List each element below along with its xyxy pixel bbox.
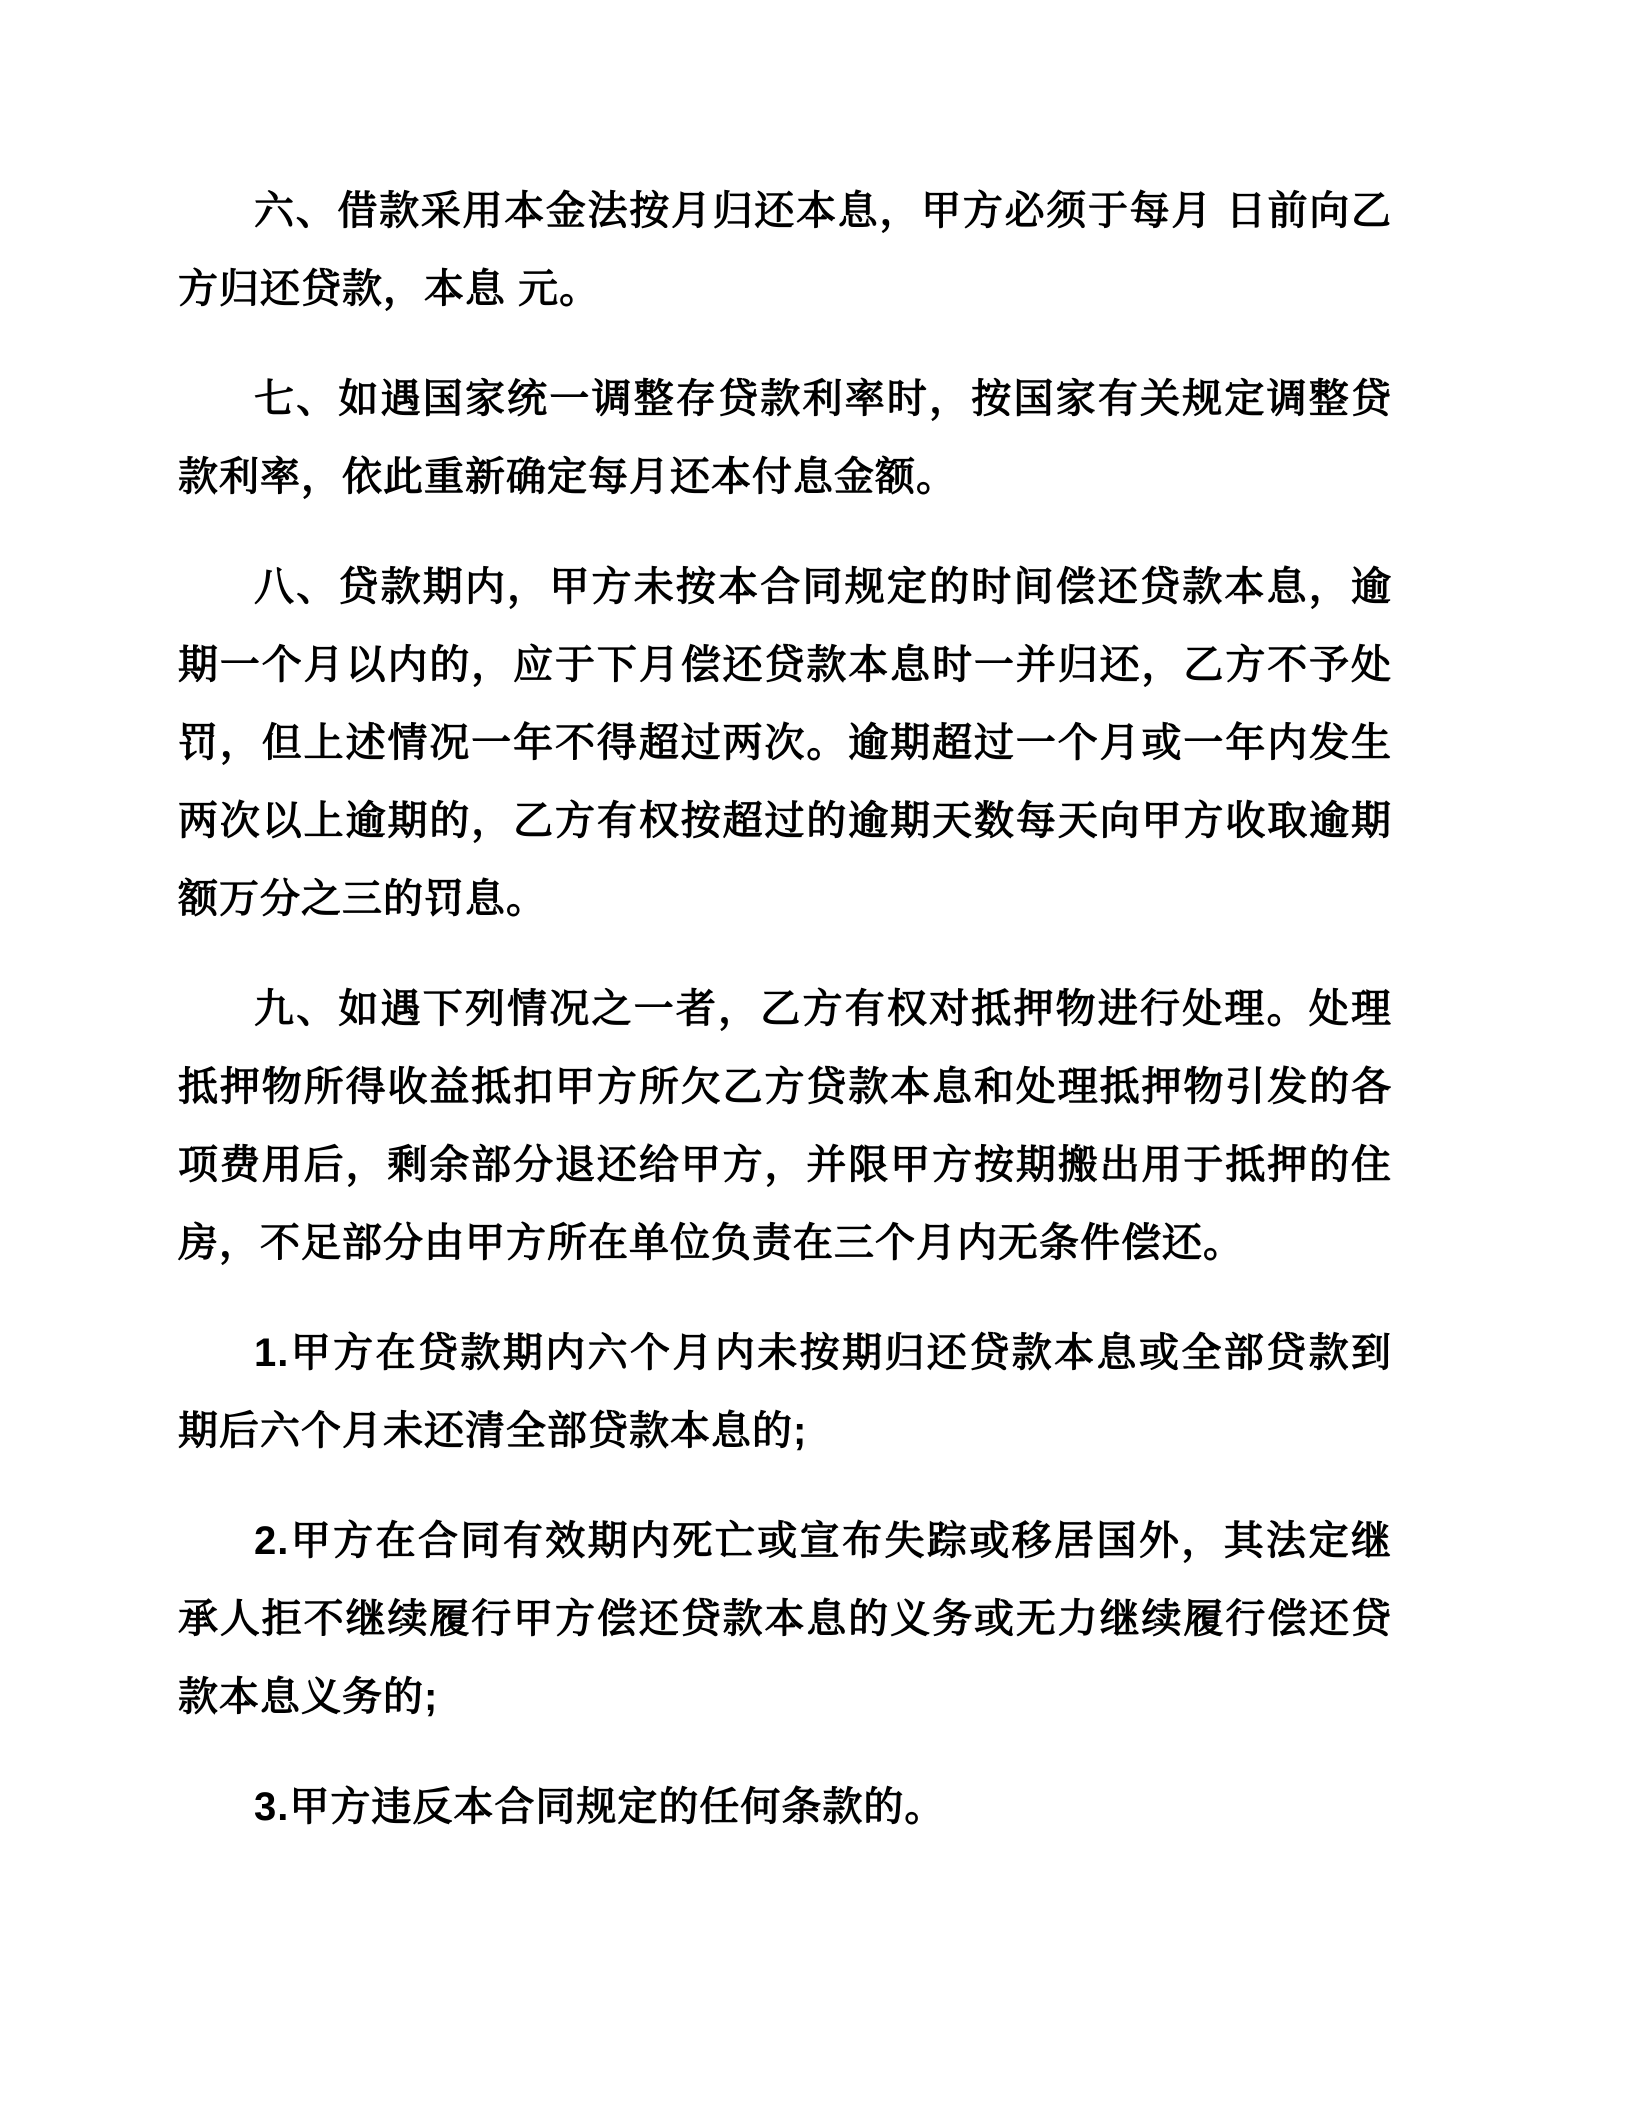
clause-6-paragraph: 六、借款采用本金法按月归还本息，甲方必须于每月 日前向乙方归还贷款，本息 元。 [178,189,1392,311]
condition-item-3: 3.甲方违反本合同规定的任何条款的。 [254,1785,946,1829]
clause-9-paragraph: 九、如遇下列情况之一者，乙方有权对抵押物进行处理。处理抵押物所得收益抵扣甲方所欠乙方贷款本息和处理抵押物引发的各项费用后，剩余部分退还给甲方，并限甲方按期搬出用于抵押的住房，不足部分由甲方所在单位负责在三个月内无条件偿还。 [178,987,1392,1265]
condition-item-1: 1.甲方在贷款期内六个月内未按期归还贷款本息或全部贷款到期后六个月未还清全部贷款本息的; [178,1331,1392,1453]
clause-7-paragraph: 七、如遇国家统一调整存贷款利率时，按国家有关规定调整贷款利率，依此重新确定每月还本付息金额。 [178,377,1392,499]
clause-8-paragraph: 八、贷款期内，甲方未按本合同规定的时间偿还贷款本息，逾期一个月以内的，应于下月偿还贷款本息时一并归还，乙方不予处罚，但上述情况一年不得超过两次。逾期超过一个月或一年内发生两次以上逾期的，乙方有权按超过的逾期天数每天向甲方收取逾期额万分之三的罚息。 [178,565,1392,921]
condition-item-2: 2.甲方在合同有效期内死亡或宣布失踪或移居国外，其法定继承人拒不继续履行甲方偿还贷款本息的义务或无力继续履行偿还贷款本息义务的; [178,1519,1392,1719]
